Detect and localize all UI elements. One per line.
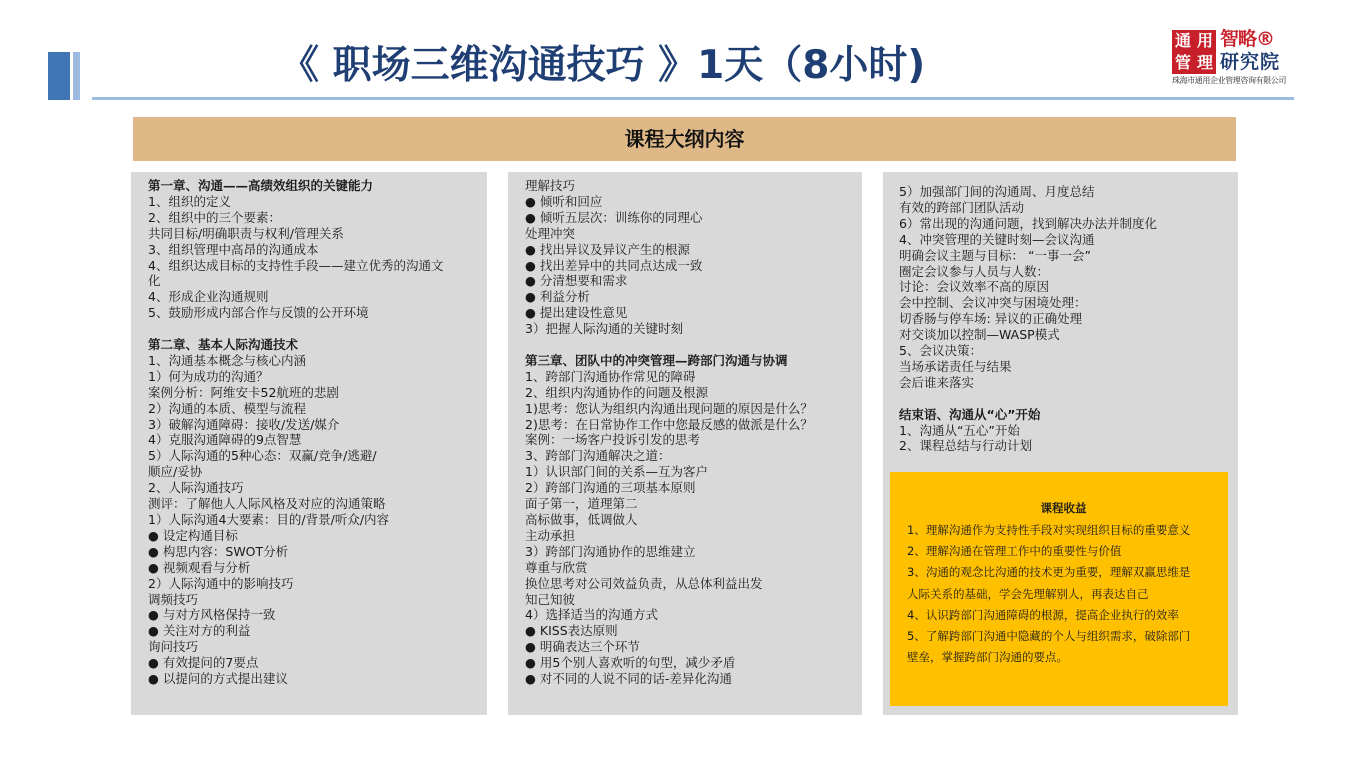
outline-item: 3、组织管理中高昂的沟通成本: [148, 241, 319, 257]
outline-column-2: [508, 172, 862, 715]
outline-item: 2、组织中的三个要素：: [148, 209, 281, 225]
outline-item: 案例分析：阿维安卡52航班的悲剧: [148, 384, 339, 400]
outline-item: ● 用5个别人喜欢听的句型，减少矛盾: [525, 655, 736, 671]
outline-item: 切香肠与停车场: 异议的正确处理: [899, 311, 1083, 327]
benefit-item: 5、了解跨部门沟通中隐藏的个人与组织需求，破除部门: [907, 629, 1191, 644]
outline-column-1: [131, 172, 487, 715]
outline-item: ● 找出异议及异议产生的根源: [525, 241, 690, 257]
outline-item: ● 以提问的方式提出建议: [148, 671, 288, 687]
outline-item: 调频技巧: [148, 591, 199, 607]
outline-item: 换位思考对公司效益负责，从总体利益出发: [525, 575, 763, 591]
course-benefits-box: [890, 472, 1228, 706]
seal-char: 管: [1174, 53, 1191, 72]
outline-item: 4、形成企业沟通规则: [148, 289, 269, 305]
chapter-heading: 第三章、团队中的冲突管理—跨部门沟通与协调: [525, 352, 788, 368]
outline-item: 高标做事，低调做人: [525, 512, 638, 528]
outline-item: 会中控制、会议冲突与困境处理：: [899, 295, 1087, 311]
benefits-title: 课程收益: [1040, 501, 1087, 515]
outline-item: 5、会议决策：: [899, 343, 982, 359]
outline-item: 明确会议主题与目标： “一事一会”: [899, 247, 1091, 263]
outline-item: 1）何为成功的沟通？: [148, 368, 269, 384]
outline-item: 3、跨部门沟通解决之道：: [525, 448, 671, 464]
outline-item: 2)思考：在日常协作工作中您最反感的做派是什么？: [525, 416, 813, 432]
outline-item: ● 与对方风格保持一致: [148, 607, 276, 623]
seal-char: 通: [1174, 31, 1191, 50]
outline-item: 4）选择适当的沟通方式: [525, 607, 658, 623]
outline-item: 1、跨部门沟通协作常见的障碍: [525, 368, 696, 384]
outline-item: ● 倾听和回应: [525, 193, 603, 209]
outline-item: 2）跨部门沟通的三项基本原则: [525, 480, 696, 496]
outline-item: 2）沟通的本质、模型与流程: [148, 400, 306, 416]
outline-item: ● 构思内容：SWOT分析: [148, 543, 289, 559]
outline-item: ● 设定构通目标: [148, 527, 238, 543]
outline-item: 2）人际沟通中的影响技巧: [148, 575, 294, 591]
benefit-item: 1、理解沟通作为支持性手段对实现组织目标的重要意义: [907, 523, 1191, 537]
outline-item: 1、沟通基本概念与核心内涵: [148, 352, 306, 368]
outline-item: 处理冲突: [525, 225, 576, 241]
benefit-item: 4、认识跨部门沟通障碍的根源，提高企业执行的效率: [907, 607, 1179, 622]
spacer: [525, 337, 854, 353]
benefit-item: 3、沟通的观念比沟通的技术更为重要，理解双赢思维是: [907, 565, 1191, 580]
outline-item: ● 倾听五层次：训练你的同理心: [525, 209, 703, 225]
outline-item: 1、沟通从“五心”开始: [899, 422, 1020, 438]
outline-item: 会后谁来落实: [899, 374, 975, 390]
outline-item: 圈定会议参与人员与人数：: [899, 263, 1050, 279]
outline-item: 顺应/妥协: [148, 464, 203, 480]
outline-item: 测评：了解他人人际风格及对应的沟通策略: [148, 496, 386, 512]
outline-item: ● 找出差异中的共同点达成一致: [525, 257, 703, 273]
logo-institute: 研究院: [1220, 51, 1281, 73]
benefits-list: [907, 520, 1220, 668]
outline-item: 2、组织内沟通协作的问题及根源: [525, 384, 708, 400]
title-accent-bar: [48, 52, 70, 100]
title-accent-bar-light: [73, 52, 80, 100]
spacer: [899, 391, 1230, 407]
outline-item: 5）人际沟通的5种心态：双赢/竞争/逃避/: [148, 448, 377, 464]
outline-item: 4、冲突管理的关键时刻—会议沟通: [899, 231, 1095, 247]
page-title: 《 职场三维沟通技巧 》1天（8小时): [280, 43, 926, 88]
outline-item: 化: [148, 273, 161, 289]
outline-item: 尊重与欣赏: [525, 559, 588, 575]
outline-item: 6）常出现的沟通问题，找到解决办法并制度化: [899, 215, 1157, 231]
outline-item: 4、组织达成目标的支持性手段——建立优秀的沟通文: [148, 257, 444, 273]
outline-item: 5）加强部门间的沟通周、月度总结: [899, 184, 1095, 199]
seal-char: 用: [1196, 31, 1213, 50]
outline-item: 案例：一场客户投诉引发的思考: [525, 432, 701, 448]
outline-item: 1）认识部门间的关系—互为客户: [525, 464, 708, 480]
outline-item: ● KISS表达原则: [525, 623, 618, 639]
chapter-heading: 第一章、沟通——高绩效组织的关键能力: [148, 178, 374, 193]
outline-item: 对交谈加以控制—WASP模式: [899, 327, 1060, 343]
logo-company-name: 珠海市通用企业管理咨询有限公司: [1172, 76, 1286, 85]
outline-item: 共同目标/明确职责与权利/管理关系: [148, 225, 344, 241]
outline-item: 主动承担: [525, 527, 576, 543]
outline-item: ● 利益分析: [525, 289, 590, 305]
outline-item: 3）把握人际沟通的关键时刻: [525, 321, 683, 337]
outline-item: ● 对不同的人说不同的话-差异化沟通: [525, 671, 732, 687]
outline-item: 理解技巧: [525, 178, 576, 193]
benefit-item: 人际关系的基础，学会先理解别人，再表达自己: [907, 586, 1149, 601]
outline-item: 知己知彼: [525, 591, 576, 607]
outline-item: 讨论：会议效率不高的原因: [899, 279, 1050, 295]
logo-seal-icon: [1172, 30, 1216, 74]
outline-item: 有效的跨部门团队活动: [899, 199, 1025, 215]
outline-item: 5、鼓励形成内部合作与反馈的公开环境: [148, 305, 369, 321]
chapter-heading: 第二章、基本人际沟通技术: [148, 337, 299, 353]
chapter-heading: 结束语、沟通从“心”开始: [899, 406, 1041, 422]
title-underline: [92, 97, 1294, 100]
outline-item: ● 关注对方的利益: [148, 623, 251, 639]
outline-item: 1)思考：您认为组织内沟通出现问题的原因是什么？: [525, 400, 813, 416]
outline-item: 2、人际沟通技巧: [148, 480, 244, 496]
outline-item: ● 视频观看与分析: [148, 559, 251, 575]
outline-item: 2、课程总结与行动计划: [899, 438, 1032, 454]
outline-item: 询问技巧: [148, 639, 199, 655]
outline-item: ● 提出建设性意见: [525, 305, 628, 321]
outline-item: ● 分清想要和需求: [525, 273, 628, 289]
benefit-item: 2、理解沟通在管理工作中的重要性与价值: [907, 544, 1122, 559]
spacer: [148, 321, 479, 337]
outline-item: 1、组织的定义: [148, 193, 231, 209]
outline-item: ● 有效提问的7要点: [148, 655, 259, 671]
outline-item: 4）克服沟通障碍的9点智慧: [148, 432, 302, 448]
logo-brand: 智略®: [1220, 28, 1275, 50]
company-logo: [1172, 28, 1296, 86]
outline-item: 3）跨部门沟通协作的思维建立: [525, 543, 696, 559]
seal-char: 理: [1196, 53, 1213, 72]
outline-item: 当场承诺责任与结果: [899, 358, 1012, 374]
outline-item: 1）人际沟通4大要素：目的/背景/听众/内容: [148, 512, 390, 528]
outline-item: 面子第一，道理第二: [525, 496, 638, 512]
benefit-item: 壁垒，掌握跨部门沟通的要点。: [907, 650, 1068, 665]
outline-item: ● 明确表达三个环节: [525, 639, 640, 655]
outline-item: 3）破解沟通障碍：接收/发送/媒介: [148, 416, 340, 432]
outline-banner: 课程大纲内容: [133, 117, 1236, 161]
